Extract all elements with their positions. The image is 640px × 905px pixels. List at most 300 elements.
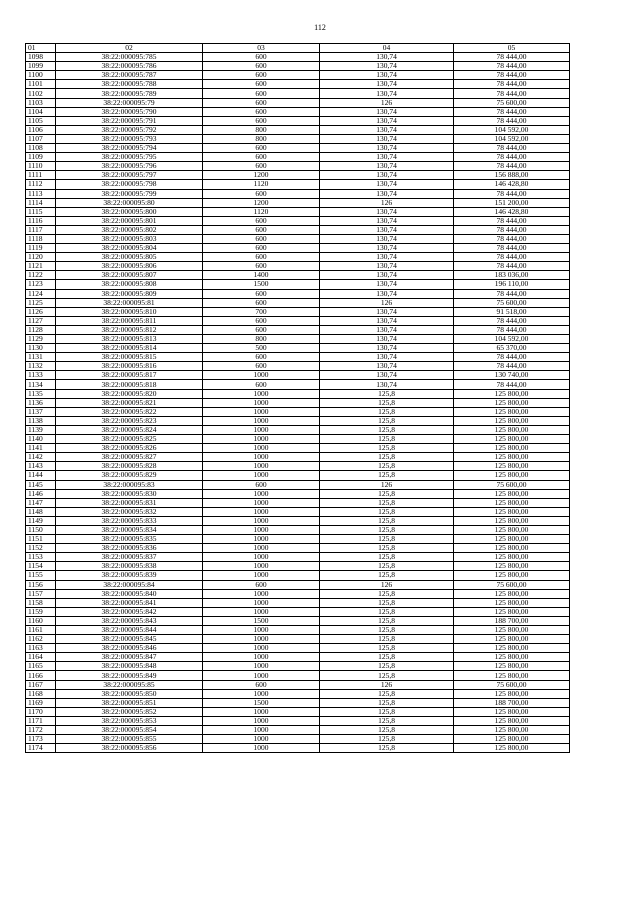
row-number-cell: 1128 — [26, 325, 56, 334]
rate-cell: 125,8 — [320, 726, 454, 735]
rate-cell: 125,8 — [320, 398, 454, 407]
row-number-cell: 1163 — [26, 644, 56, 653]
area-cell: 1000 — [203, 644, 320, 653]
row-number-cell: 1146 — [26, 489, 56, 498]
value-cell: 78 444,00 — [454, 153, 570, 162]
row-number-cell: 1105 — [26, 116, 56, 125]
area-cell: 600 — [203, 580, 320, 589]
table-row — [26, 635, 570, 644]
area-cell: 1000 — [203, 689, 320, 698]
value-cell: 78 444,00 — [454, 71, 570, 80]
table-row — [26, 207, 570, 216]
cadastral-number-cell: 38:22:000095:839 — [56, 571, 203, 580]
table-row — [26, 544, 570, 553]
table-row — [26, 225, 570, 234]
rate-cell: 126 — [320, 680, 454, 689]
value-cell: 78 444,00 — [454, 116, 570, 125]
cadastral-number-cell: 38:22:000095:818 — [56, 380, 203, 389]
cadastral-number-cell: 38:22:000095:806 — [56, 262, 203, 271]
rate-cell: 130,74 — [320, 189, 454, 198]
value-cell: 78 444,00 — [454, 107, 570, 116]
cadastral-number-cell: 38:22:000095:846 — [56, 644, 203, 653]
area-cell: 600 — [203, 353, 320, 362]
value-cell: 196 110,00 — [454, 280, 570, 289]
cadastral-number-cell: 38:22:000095:805 — [56, 253, 203, 262]
cadastral-number-cell: 38:22:000095:81 — [56, 298, 203, 307]
rate-cell: 130,74 — [320, 353, 454, 362]
value-cell: 78 444,00 — [454, 89, 570, 98]
row-number-cell: 1158 — [26, 598, 56, 607]
area-cell: 1000 — [203, 626, 320, 635]
area-cell: 1000 — [203, 571, 320, 580]
area-cell: 1000 — [203, 671, 320, 680]
value-cell: 125 800,00 — [454, 671, 570, 680]
area-cell: 600 — [203, 253, 320, 262]
row-number-cell: 1136 — [26, 398, 56, 407]
table-row — [26, 307, 570, 316]
cadastral-number-cell: 38:22:000095:854 — [56, 726, 203, 735]
area-cell: 1000 — [203, 371, 320, 380]
row-number-cell: 1102 — [26, 89, 56, 98]
area-cell: 1000 — [203, 726, 320, 735]
value-cell: 125 800,00 — [454, 626, 570, 635]
cadastral-number-cell: 38:22:000095:809 — [56, 289, 203, 298]
cadastral-number-cell: 38:22:000095:80 — [56, 198, 203, 207]
value-cell: 151 200,00 — [454, 198, 570, 207]
value-cell: 78 444,00 — [454, 162, 570, 171]
value-cell: 125 800,00 — [454, 589, 570, 598]
cadastral-number-cell: 38:22:000095:817 — [56, 371, 203, 380]
rate-cell: 125,8 — [320, 689, 454, 698]
table-row — [26, 407, 570, 416]
row-number-cell: 1130 — [26, 344, 56, 353]
table-row — [26, 335, 570, 344]
table-row — [26, 316, 570, 325]
cadastral-number-cell: 38:22:000095:824 — [56, 425, 203, 434]
table-row — [26, 216, 570, 225]
area-cell: 600 — [203, 316, 320, 325]
cadastral-number-cell: 38:22:000095:840 — [56, 589, 203, 598]
row-number-cell: 1157 — [26, 589, 56, 598]
rate-cell: 130,74 — [320, 325, 454, 334]
cadastral-number-cell: 38:22:000095:791 — [56, 116, 203, 125]
rate-cell: 130,74 — [320, 234, 454, 243]
rate-cell: 130,74 — [320, 216, 454, 225]
table-row — [26, 571, 570, 580]
value-cell: 125 800,00 — [454, 662, 570, 671]
area-cell: 600 — [203, 80, 320, 89]
value-cell: 75 600,00 — [454, 98, 570, 107]
value-cell: 125 800,00 — [454, 435, 570, 444]
value-cell: 78 444,00 — [454, 262, 570, 271]
value-cell: 130 740,00 — [454, 371, 570, 380]
cadastral-number-cell: 38:22:000095:813 — [56, 335, 203, 344]
value-cell: 91 518,00 — [454, 307, 570, 316]
value-cell: 125 800,00 — [454, 453, 570, 462]
value-cell: 104 592,00 — [454, 335, 570, 344]
rate-cell: 126 — [320, 580, 454, 589]
cadastral-number-cell: 38:22:000095:793 — [56, 134, 203, 143]
cadastral-number-cell: 38:22:000095:827 — [56, 453, 203, 462]
table-row — [26, 744, 570, 753]
value-cell: 125 800,00 — [454, 498, 570, 507]
value-cell: 78 444,00 — [454, 244, 570, 253]
value-cell: 104 592,00 — [454, 125, 570, 134]
value-cell: 125 800,00 — [454, 535, 570, 544]
row-number-cell: 1166 — [26, 671, 56, 680]
area-cell: 1000 — [203, 535, 320, 544]
row-number-cell: 1142 — [26, 453, 56, 462]
rate-cell: 125,8 — [320, 507, 454, 516]
area-cell: 800 — [203, 335, 320, 344]
value-cell: 125 800,00 — [454, 389, 570, 398]
rate-cell: 125,8 — [320, 435, 454, 444]
cadastral-number-cell: 38:22:000095:844 — [56, 626, 203, 635]
cadastral-number-cell: 38:22:000095:792 — [56, 125, 203, 134]
value-cell: 75 600,00 — [454, 298, 570, 307]
area-cell: 1500 — [203, 280, 320, 289]
rate-cell: 130,74 — [320, 53, 454, 62]
rate-cell: 125,8 — [320, 453, 454, 462]
rate-cell: 125,8 — [320, 626, 454, 635]
area-cell: 600 — [203, 480, 320, 489]
row-number-cell: 1124 — [26, 289, 56, 298]
rate-cell: 130,74 — [320, 244, 454, 253]
cadastral-number-cell: 38:22:000095:821 — [56, 398, 203, 407]
cadastral-number-cell: 38:22:000095:832 — [56, 507, 203, 516]
row-number-cell: 1107 — [26, 134, 56, 143]
area-cell: 1120 — [203, 207, 320, 216]
table-row — [26, 153, 570, 162]
value-cell: 78 444,00 — [454, 216, 570, 225]
cadastral-number-cell: 38:22:000095:831 — [56, 498, 203, 507]
rate-cell: 130,74 — [320, 344, 454, 353]
row-number-cell: 1101 — [26, 80, 56, 89]
row-number-cell: 1161 — [26, 626, 56, 635]
area-cell: 1000 — [203, 707, 320, 716]
rate-cell: 125,8 — [320, 462, 454, 471]
cadastral-number-cell: 38:22:000095:853 — [56, 716, 203, 725]
table-row — [26, 698, 570, 707]
area-cell: 1000 — [203, 598, 320, 607]
cadastral-number-cell: 38:22:000095:826 — [56, 444, 203, 453]
rate-cell: 130,74 — [320, 62, 454, 71]
cadastral-number-cell: 38:22:000095:837 — [56, 553, 203, 562]
area-cell: 600 — [203, 116, 320, 125]
area-cell: 800 — [203, 134, 320, 143]
cadastral-number-cell: 38:22:000095:828 — [56, 462, 203, 471]
row-number-cell: 1100 — [26, 71, 56, 80]
row-number-cell: 1137 — [26, 407, 56, 416]
area-cell: 1500 — [203, 698, 320, 707]
rate-cell: 125,8 — [320, 498, 454, 507]
area-cell: 1000 — [203, 435, 320, 444]
value-cell: 78 444,00 — [454, 289, 570, 298]
row-number-cell: 1131 — [26, 353, 56, 362]
rate-cell: 130,74 — [320, 280, 454, 289]
rate-cell: 125,8 — [320, 644, 454, 653]
cadastral-number-cell: 38:22:000095:785 — [56, 53, 203, 62]
cadastral-number-cell: 38:22:000095:855 — [56, 735, 203, 744]
cadastral-number-cell: 38:22:000095:801 — [56, 216, 203, 225]
row-number-cell: 1114 — [26, 198, 56, 207]
area-cell: 1000 — [203, 544, 320, 553]
row-number-cell: 1108 — [26, 144, 56, 153]
row-number-cell: 1156 — [26, 580, 56, 589]
table-row — [26, 262, 570, 271]
row-number-cell: 1140 — [26, 435, 56, 444]
rate-cell: 125,8 — [320, 562, 454, 571]
rate-cell: 130,74 — [320, 125, 454, 134]
cadastral-number-cell: 38:22:000095:797 — [56, 171, 203, 180]
rate-cell: 130,74 — [320, 162, 454, 171]
value-cell: 78 444,00 — [454, 362, 570, 371]
table-row — [26, 398, 570, 407]
area-cell: 1000 — [203, 489, 320, 498]
rate-cell: 126 — [320, 298, 454, 307]
table-row — [26, 416, 570, 425]
table-row — [26, 480, 570, 489]
table-row — [26, 344, 570, 353]
cadastral-number-cell: 38:22:000095:796 — [56, 162, 203, 171]
rate-cell: 130,74 — [320, 225, 454, 234]
rate-cell: 125,8 — [320, 389, 454, 398]
rate-cell: 130,74 — [320, 107, 454, 116]
rate-cell: 125,8 — [320, 535, 454, 544]
rate-cell: 125,8 — [320, 589, 454, 598]
table-row — [26, 525, 570, 534]
rate-cell: 125,8 — [320, 407, 454, 416]
area-cell: 1000 — [203, 453, 320, 462]
table-row — [26, 680, 570, 689]
row-number-cell: 1165 — [26, 662, 56, 671]
row-number-cell: 1113 — [26, 189, 56, 198]
cadastral-number-cell: 38:22:000095:810 — [56, 307, 203, 316]
table-row — [26, 471, 570, 480]
table-body — [26, 53, 570, 753]
row-number-cell: 1112 — [26, 180, 56, 189]
row-number-cell: 1174 — [26, 744, 56, 753]
cadastral-number-cell: 38:22:000095:825 — [56, 435, 203, 444]
rate-cell: 130,74 — [320, 253, 454, 262]
cadastral-number-cell: 38:22:000095:836 — [56, 544, 203, 553]
value-cell: 125 800,00 — [454, 425, 570, 434]
table-row — [26, 80, 570, 89]
area-cell: 1000 — [203, 562, 320, 571]
row-number-cell: 1098 — [26, 53, 56, 62]
table-header-row — [26, 44, 570, 53]
value-cell: 125 800,00 — [454, 735, 570, 744]
table-row — [26, 671, 570, 680]
area-cell: 1000 — [203, 462, 320, 471]
value-cell: 125 800,00 — [454, 407, 570, 416]
value-cell: 78 444,00 — [454, 189, 570, 198]
row-number-cell: 1111 — [26, 171, 56, 180]
table-row — [26, 244, 570, 253]
column-header-04: 04 — [320, 44, 454, 53]
cadastral-number-cell: 38:22:000095:835 — [56, 535, 203, 544]
cadastral-number-cell: 38:22:000095:788 — [56, 80, 203, 89]
row-number-cell: 1167 — [26, 680, 56, 689]
row-number-cell: 1149 — [26, 516, 56, 525]
area-cell: 1000 — [203, 607, 320, 616]
table-row — [26, 716, 570, 725]
table-row — [26, 325, 570, 334]
table-row — [26, 389, 570, 398]
value-cell: 125 800,00 — [454, 644, 570, 653]
row-number-cell: 1117 — [26, 225, 56, 234]
rate-cell: 130,74 — [320, 289, 454, 298]
area-cell: 600 — [203, 62, 320, 71]
area-cell: 1500 — [203, 616, 320, 625]
table-row — [26, 498, 570, 507]
area-cell: 600 — [203, 298, 320, 307]
area-cell: 600 — [203, 380, 320, 389]
table-row — [26, 198, 570, 207]
row-number-cell: 1144 — [26, 471, 56, 480]
value-cell: 78 444,00 — [454, 62, 570, 71]
row-number-cell: 1169 — [26, 698, 56, 707]
value-cell: 146 428,80 — [454, 180, 570, 189]
table-row — [26, 98, 570, 107]
table-row — [26, 53, 570, 62]
area-cell: 600 — [203, 98, 320, 107]
rate-cell: 130,74 — [320, 116, 454, 125]
cadastral-number-cell: 38:22:000095:800 — [56, 207, 203, 216]
value-cell: 125 800,00 — [454, 707, 570, 716]
cadastral-number-cell: 38:22:000095:816 — [56, 362, 203, 371]
table-row — [26, 289, 570, 298]
area-cell: 1000 — [203, 425, 320, 434]
area-cell: 1400 — [203, 271, 320, 280]
cadastral-number-cell: 38:22:000095:807 — [56, 271, 203, 280]
row-number-cell: 1138 — [26, 416, 56, 425]
column-header-02: 02 — [56, 44, 203, 53]
area-cell: 1000 — [203, 507, 320, 516]
table-row — [26, 562, 570, 571]
rate-cell: 125,8 — [320, 416, 454, 425]
rate-cell: 130,74 — [320, 262, 454, 271]
table-row — [26, 444, 570, 453]
cadastral-number-cell: 38:22:000095:787 — [56, 71, 203, 80]
rate-cell: 130,74 — [320, 144, 454, 153]
cadastral-number-cell: 38:22:000095:843 — [56, 616, 203, 625]
rate-cell: 125,8 — [320, 698, 454, 707]
value-cell: 125 800,00 — [454, 726, 570, 735]
row-number-cell: 1147 — [26, 498, 56, 507]
rate-cell: 125,8 — [320, 662, 454, 671]
table-row — [26, 535, 570, 544]
rate-cell: 130,74 — [320, 80, 454, 89]
area-cell: 600 — [203, 216, 320, 225]
rate-cell: 125,8 — [320, 716, 454, 725]
cadastral-number-cell: 38:22:000095:851 — [56, 698, 203, 707]
value-cell: 125 800,00 — [454, 744, 570, 753]
row-number-cell: 1151 — [26, 535, 56, 544]
row-number-cell: 1104 — [26, 107, 56, 116]
area-cell: 1000 — [203, 635, 320, 644]
row-number-cell: 1109 — [26, 153, 56, 162]
value-cell: 125 800,00 — [454, 716, 570, 725]
table-row — [26, 107, 570, 116]
table-row — [26, 626, 570, 635]
row-number-cell: 1170 — [26, 707, 56, 716]
cadastral-number-cell: 38:22:000095:814 — [56, 344, 203, 353]
value-cell: 125 800,00 — [454, 544, 570, 553]
cadastral-number-cell: 38:22:000095:798 — [56, 180, 203, 189]
table-row — [26, 71, 570, 80]
value-cell: 183 036,00 — [454, 271, 570, 280]
row-number-cell: 1127 — [26, 316, 56, 325]
value-cell: 125 800,00 — [454, 562, 570, 571]
cadastral-number-cell: 38:22:000095:789 — [56, 89, 203, 98]
area-cell: 600 — [203, 162, 320, 171]
value-cell: 156 888,00 — [454, 171, 570, 180]
rate-cell: 130,74 — [320, 335, 454, 344]
table-row — [26, 435, 570, 444]
rate-cell: 125,8 — [320, 516, 454, 525]
area-cell: 1000 — [203, 653, 320, 662]
area-cell: 1000 — [203, 525, 320, 534]
table-row — [26, 580, 570, 589]
row-number-cell: 1168 — [26, 689, 56, 698]
value-cell: 104 592,00 — [454, 134, 570, 143]
area-cell: 1000 — [203, 444, 320, 453]
row-number-cell: 1141 — [26, 444, 56, 453]
area-cell: 500 — [203, 344, 320, 353]
cadastral-number-cell: 38:22:000095:845 — [56, 635, 203, 644]
rate-cell: 125,8 — [320, 671, 454, 680]
value-cell: 78 444,00 — [454, 380, 570, 389]
value-cell: 125 800,00 — [454, 571, 570, 580]
area-cell: 1000 — [203, 553, 320, 562]
value-cell: 78 444,00 — [454, 144, 570, 153]
cadastral-number-cell: 38:22:000095:83 — [56, 480, 203, 489]
area-cell: 1000 — [203, 516, 320, 525]
value-cell: 125 800,00 — [454, 507, 570, 516]
row-number-cell: 1143 — [26, 462, 56, 471]
rate-cell: 125,8 — [320, 635, 454, 644]
row-number-cell: 1159 — [26, 607, 56, 616]
value-cell: 75 600,00 — [454, 680, 570, 689]
area-cell: 600 — [203, 107, 320, 116]
rate-cell: 126 — [320, 198, 454, 207]
row-number-cell: 1119 — [26, 244, 56, 253]
table-row — [26, 371, 570, 380]
cadastral-number-cell: 38:22:000095:795 — [56, 153, 203, 162]
area-cell: 1000 — [203, 471, 320, 480]
row-number-cell: 1139 — [26, 425, 56, 434]
rate-cell: 130,74 — [320, 362, 454, 371]
cadastral-number-cell: 38:22:000095:841 — [56, 598, 203, 607]
value-cell: 78 444,00 — [454, 234, 570, 243]
cadastral-number-cell: 38:22:000095:812 — [56, 325, 203, 334]
value-cell: 125 800,00 — [454, 607, 570, 616]
value-cell: 65 370,00 — [454, 344, 570, 353]
row-number-cell: 1154 — [26, 562, 56, 571]
rate-cell: 125,8 — [320, 444, 454, 453]
cadastral-number-cell: 38:22:000095:829 — [56, 471, 203, 480]
table-row — [26, 134, 570, 143]
rate-cell: 130,74 — [320, 207, 454, 216]
value-cell: 78 444,00 — [454, 353, 570, 362]
rate-cell: 125,8 — [320, 544, 454, 553]
value-cell: 188 700,00 — [454, 616, 570, 625]
row-number-cell: 1099 — [26, 62, 56, 71]
cadastral-number-cell: 38:22:000095:808 — [56, 280, 203, 289]
table-row — [26, 380, 570, 389]
table-row — [26, 189, 570, 198]
